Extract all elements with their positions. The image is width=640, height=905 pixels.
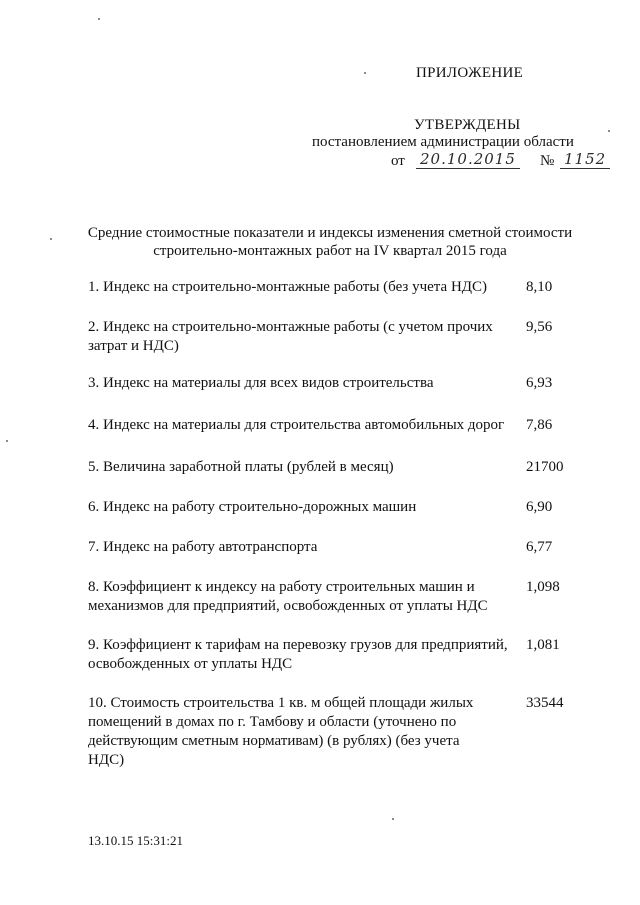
index-item-text: 5. Величина заработной платы (рублей в месяц) <box>88 459 394 475</box>
index-item-value: 21700 <box>526 459 564 475</box>
index-item-value: 1,098 <box>526 579 560 595</box>
scan-speck <box>392 818 394 820</box>
index-item-value: 6,77 <box>526 539 553 555</box>
index-item-value: 6,93 <box>526 375 553 391</box>
document-title-line-2: строительно-монтажных работ на IV квартал 2015 года <box>153 243 507 259</box>
index-item-value: 6,90 <box>526 499 553 515</box>
scan-speck <box>364 72 366 74</box>
approved-heading: УТВЕРЖДЕНЫ <box>414 117 521 133</box>
index-item-value: 8,10 <box>526 279 553 295</box>
index-item-text: 8. Коэффициент к индексу на работу строительных машин и механизмов для предприятий, освобожденных от уплаты НДС <box>88 579 488 614</box>
document-title-line-1: Средние стоимостные показатели и индексы изменения сметной стоимости <box>87 225 573 241</box>
handwritten-number: 1152 <box>560 150 610 169</box>
index-item-value: 9,56 <box>526 319 553 335</box>
index-item-text: 3. Индекс на материалы для всех видов строительства <box>88 375 434 391</box>
appendix-heading: ПРИЛОЖЕНИЕ <box>416 65 524 81</box>
index-item-text: 9. Коэффициент к тарифам на перевозку грузов для предприятий, освобожденных от уплаты НДС <box>88 637 508 672</box>
index-item-text: 1. Индекс на строительно-монтажные работы (без учета НДС) <box>88 279 488 295</box>
index-item-value: 7,86 <box>526 417 553 433</box>
scan-speck <box>608 130 610 132</box>
from-label: от <box>391 153 405 169</box>
index-item-text: 6. Индекс на работу строительно-дорожных машин <box>88 499 417 515</box>
scan-speck <box>6 440 8 442</box>
scan-speck <box>98 18 100 20</box>
number-label: № <box>540 153 555 169</box>
index-item-text: 2. Индекс на строительно-монтажные работы (с учетом прочих затрат и НДС) <box>88 319 493 354</box>
handwritten-date: 20.10.2015 <box>416 150 520 169</box>
index-item-text: 4. Индекс на материалы для строительства автомобильных дорог <box>88 417 505 433</box>
decree-line: постановлением администрации области <box>312 134 574 150</box>
index-item-text: 7. Индекс на работу автотранспорта <box>88 539 318 555</box>
index-item-value: 1,081 <box>526 637 560 653</box>
index-item-text: 10. Стоимость строительства 1 кв. м общей площади жилых помещений в домах по г. Тамбову и области (уточнено по действующим сметным нормативам) (в рублях) (без учета НДС) <box>88 695 474 768</box>
scan-speck <box>50 238 52 240</box>
index-item-value: 33544 <box>526 695 564 711</box>
print-timestamp: 13.10.15 15:31:21 <box>88 833 183 848</box>
